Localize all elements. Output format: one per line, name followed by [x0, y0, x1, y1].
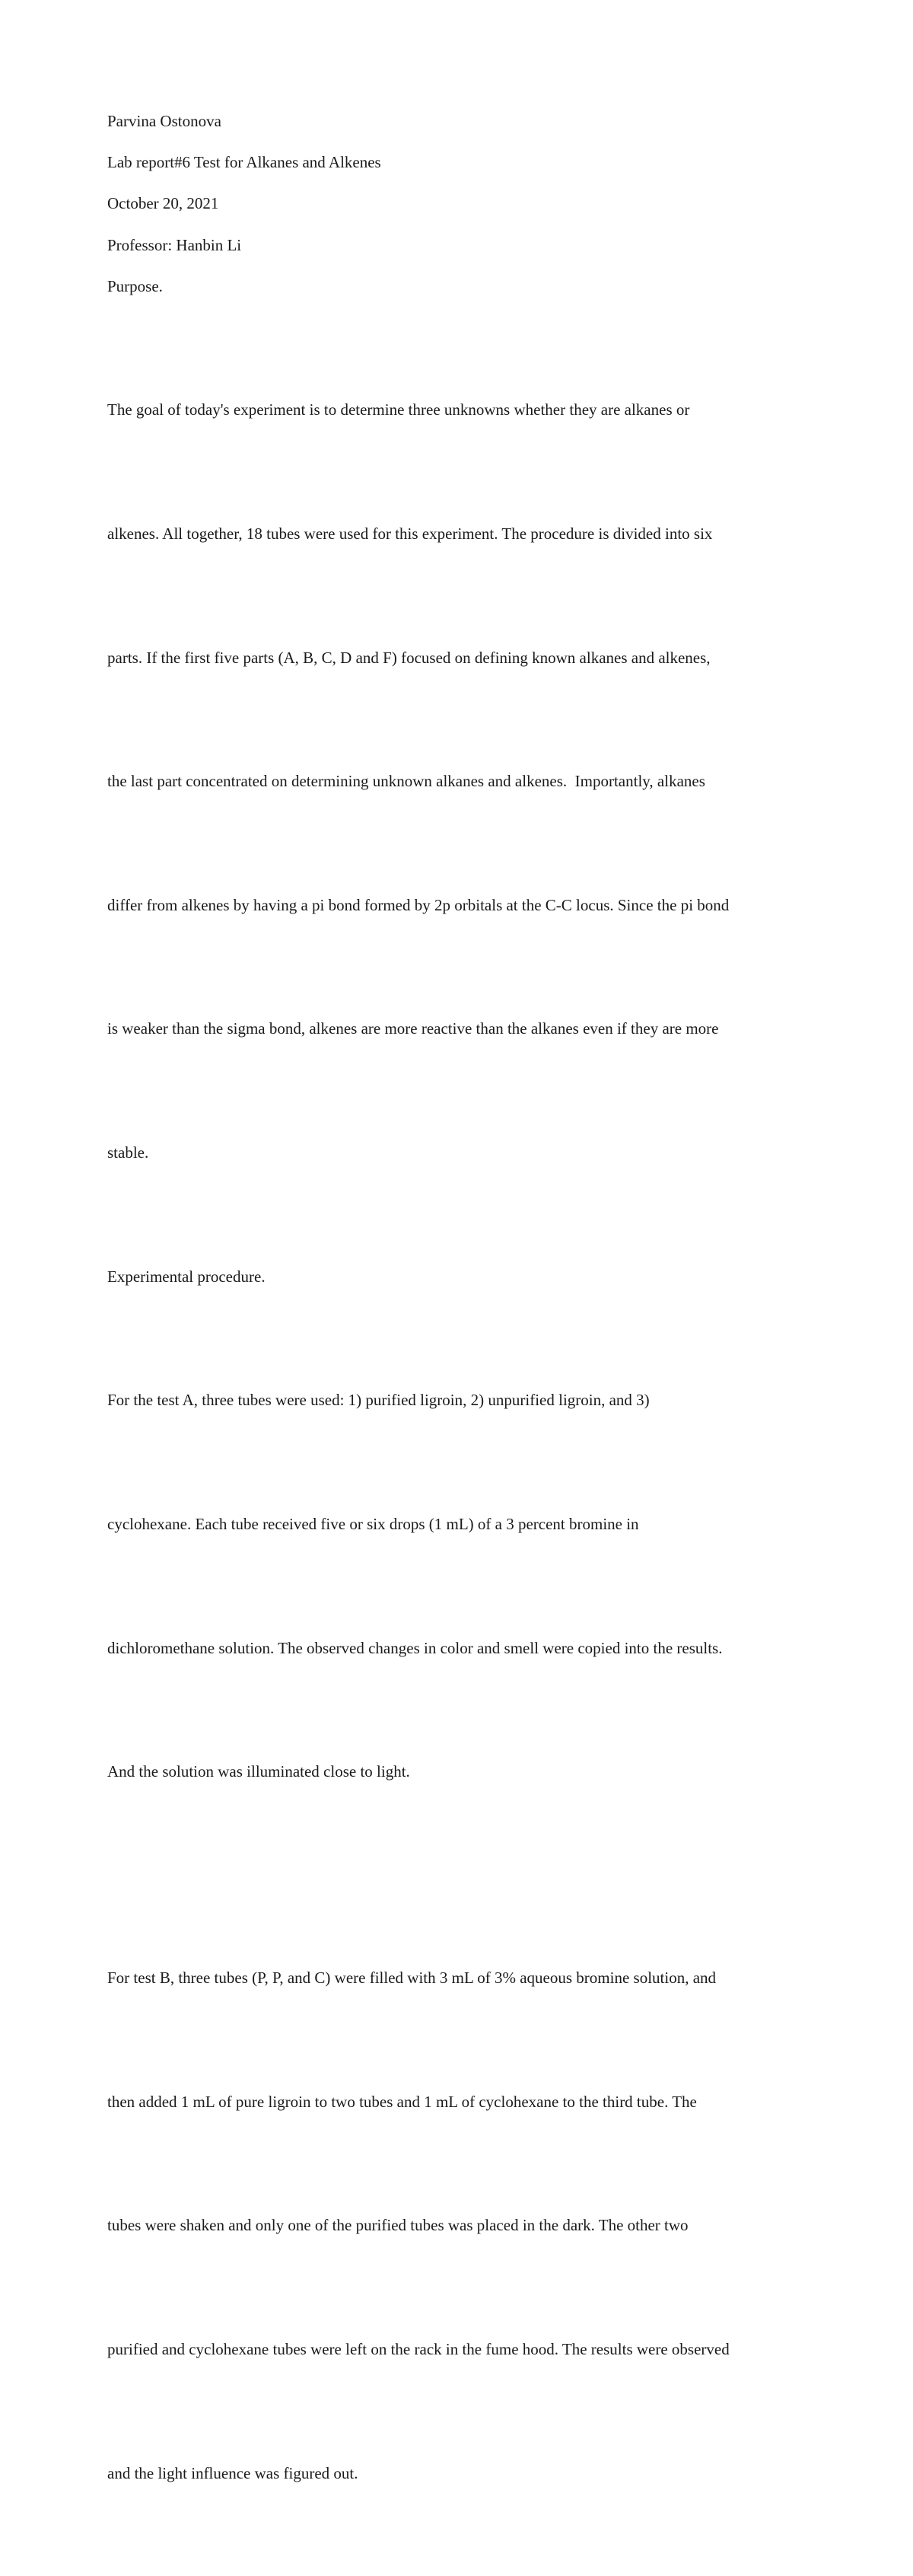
author-name: Parvina Ostonova — [107, 112, 221, 130]
procedure-heading: Experimental procedure. — [107, 1267, 266, 1286]
test-b-line: then added 1 mL of pure ligroin to two tubes and 1 mL of cyclohexane to the third tube. The — [107, 2092, 697, 2111]
test-b-line: and the light influence was figured out. — [107, 2463, 358, 2482]
report-date: October 20, 2021 — [107, 194, 219, 213]
purpose-line: The goal of today's experiment is to determine three unknowns whether they are alkanes or — [107, 400, 690, 419]
purpose-paragraph — [107, 307, 815, 1256]
report-title: Lab report#6 Test for Alkanes and Alkenes — [107, 153, 381, 172]
purpose-line: is weaker than the sigma bond, alkenes are more reactive than the alkanes even if they are more — [107, 1019, 719, 1038]
test-b-line: tubes were shaken and only one of the purified tubes was placed in the dark. The other two — [107, 2216, 689, 2235]
test-b-line: purified and cyclohexane tubes were left on the rack in the fume hood. The results were observed — [107, 2339, 730, 2358]
test-b-paragraph — [107, 1875, 815, 2576]
professor-name: Professor: Hanbin Li — [107, 235, 242, 254]
document-body — [107, 100, 815, 2576]
purpose-line: stable. — [107, 1143, 149, 1162]
test-a-line: And the solution was illuminated close to light. — [107, 1762, 410, 1781]
test-a-line: cyclohexane. Each tube received five or six drops (1 mL) of a 3 percent bromine in — [107, 1514, 639, 1533]
purpose-line: differ from alkenes by having a pi bond formed by 2p orbitals at the C-C locus. Since the pi bond — [107, 895, 730, 914]
purpose-line: alkenes. All together, 18 tubes were used for this experiment. The procedure is divided into six — [107, 524, 713, 544]
purpose-heading: Purpose. — [107, 276, 163, 295]
test-b-line: For test B, three tubes (P, P, and C) were filled with 3 mL of 3% aqueous bromine solution, and — [107, 1969, 717, 1988]
test-a-line: dichloromethane solution. The observed changes in color and smell were copied into the results. — [107, 1638, 723, 1657]
purpose-line: the last part concentrated on determining unknown alkanes and alkenes. Importantly, alkanes — [107, 772, 705, 791]
test-a-paragraph — [107, 1297, 815, 1875]
test-a-line: For the test A, three tubes were used: 1) purified ligroin, 2) unpurified ligroin, and 3) — [107, 1391, 650, 1410]
purpose-line: parts. If the first five parts (A, B, C, D and F) focused on defining known alkanes and alkenes, — [107, 648, 711, 667]
